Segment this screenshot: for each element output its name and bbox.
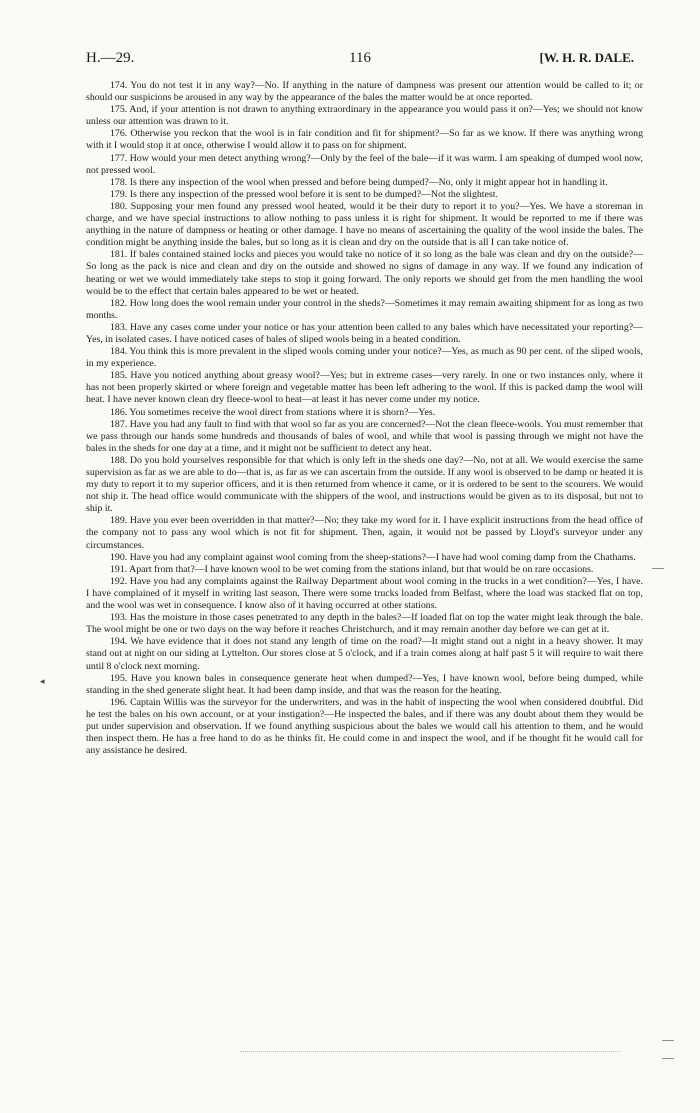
- question-194: 194. We have evidence that it does not stand any length of time on the road?—It might stand out a night in a heavy shower. It may stand out at night on our siding at Lyttelton. Our stores close at 5 o'clock, and if a train comes along at half past 5 it will require to wait there until 8 o'clock next morning.: [86, 636, 643, 672]
- witness-name: [W. H. R. DALE.: [539, 50, 634, 65]
- question-175: 175. And, if your attention is not drawn to anything extraordinary in the appearance you would pass it on?—Yes; we should not know unless our attention was drawn to it.: [86, 104, 643, 128]
- question-181: 181. If bales contained stained locks and pieces you would take no notice of it so long as the bale was clean and dry on the outside?—So long as the pack is nice and clean and dry on the outside and showed no signs of damage in any way. If we found any indication of heating or wet we would immediately take steps to stop it going forward. The only reports we should get from the men handling the wool would be to the effect that certain bales appeared to be wet or heated.: [86, 249, 643, 297]
- question-191: 191. Apart from that?—I have known wool to be wet coming from the stations inland, but that would be on rare occasions.: [110, 563, 594, 575]
- question-182: 182. How long does the wool remain under your control in the sheds?—Sometimes it may remain awaiting shipment for as long as two months.: [86, 297, 643, 321]
- margin-mark: —: [652, 560, 664, 574]
- question-185: 185. Have you noticed anything about greasy wool?—Yes; but in extreme cases—very rarely. In one or two instances only, where it has not been properly skirted or where foreign and vegetable matter has been left adhering to the wool. If this is packed damp the wool will heat. I have never known clean dry fleece-wool to heat—at least it has never come under my notice.: [86, 370, 643, 406]
- question-192: 192. Have you had any complaints against the Railway Department about wool coming in the trucks in a wet condition?—Yes, I have. I have complained of it myself in writing last season. There were some trucks loaded from Belfast, where the load was stacked flat on top, and the wool was wet in consequence. I know also of it having occurred at other stations.: [86, 575, 643, 612]
- question-178: 178. Is there any inspection of the wool when pressed and before being dumped?—No, only it might appear hot in handling it.: [110, 176, 608, 188]
- question-183: 183. Have any cases come under your notice or has your attention been called to any bales which have necessitated your reporting?—Yes, in isolated cases. I have noticed cases of bales of sliped wools being in a heated condition.: [86, 321, 643, 345]
- question-193: 193. Has the moisture in those cases penetrated to any depth in the bales?—If loaded flat on top the water might leak through the bale. The wool might be one or two days on the way before it reaches Christchurch, and it may remain another day before we can get at it.: [86, 612, 643, 636]
- question-186: 186. You sometimes receive the wool direct from stations where it is shorn?—Yes.: [110, 406, 436, 418]
- question-189: 189. Have you ever been overridden in that matter?—No; they take my word for it. I have explicit instructions from the head office of the company not to pass any wool which is not fit for shipment. Then, again, it would not be passed by Lloyd's surveyor under any circumstances.: [86, 515, 643, 551]
- question-179: 179. Is there any inspection of the pressed wool before it is sent to be dumped?—Not the slightest.: [110, 188, 498, 200]
- margin-mark: —: [662, 1050, 674, 1064]
- question-184: 184. You think this is more prevalent in the sliped wools coming under your notice?—Yes, as much as 90 per cent. of the sliped wools, in my experience.: [86, 346, 643, 370]
- question-190: 190. Have you had any complaint against wool coming from the sheep-stations?—I have had wool coming damp from the Chathams.: [110, 551, 636, 563]
- question-180: 180. Supposing your men found any pressed wool heated, would it be their duty to report it to you?—Yes. We have a storeman in charge, and we have special instructions to allow nothing to pass unless it is right for shipment. It would be reported to me if there was anything in the nature of dampness or heating or other damage. I have no means of ascertaining the quality of the wool inside the bales. The condition might be anything inside the bales, but so long as it is clean and dry on the outside that is all I can take notice of.: [86, 200, 643, 249]
- document-reference: H.—29.: [86, 50, 135, 66]
- question-187: 187. Have you had any fault to find with that wool so far as you are concerned?—Not the clean fleece-wools. You must remember that we pass through our hands some hundreds and thousands of bales of wool, and while that wool is passing through we might not have the bales in the sheds for one day at a time, and it might not be sufficient to detect any heat.: [86, 418, 643, 454]
- question-176: 176. Otherwise you reckon that the wool is in fair condition and fit for shipment?—So far as we know. If there was anything wrong with it I would stop it at once, otherwise I would allow it to pass on for shipment.: [86, 128, 643, 152]
- question-174: 174. You do not test it in any way?—No. If anything in the nature of dampness was present our attention would be called to it; or should our suspicions be aroused in any way by the appearance of the bales the matter would be at once reported.: [86, 80, 643, 104]
- page-number: 116: [349, 50, 371, 66]
- margin-mark: —: [662, 1032, 674, 1046]
- page-header: [86, 50, 634, 70]
- page-footer-rule: [240, 1051, 620, 1052]
- question-177: 177. How would your men detect anything wrong?—Only by the feel of the bale—if it was warm. I am speaking of dumped wool now, not pressed wool.: [86, 152, 643, 176]
- margin-mark: ◂: [40, 676, 45, 686]
- question-195: 195. Have you known bales in consequence generate heat when dumped?—Yes, I have known wool, before being dumped, while standing in the shed generate slight heat. It had been damp inside, and that was the reason for the heating.: [86, 672, 643, 696]
- question-196: 196. Captain Willis was the surveyor for the underwriters, and was in the habit of inspecting the wool when considered doubtful. Did he test the bales on his own account, or at your instigation?—He inspected the bales, and if there was any doubt about them they would be put under supervision and observation. If we found anything suspicious about the bales we would call his attention to them, and he would then inspect them. He has a free hand to do as he thinks fit. He could come in and inspect the wool, and if he thought fit he would call for any assistance he desired.: [86, 696, 643, 757]
- question-188: 188. Do you hold yourselves responsible for that which is only left in the sheds one day?—No, not at all. We would exercise the same supervision as far as we are able to do—that is, as far as we can ascertain from the outside. If any wool is observed to be damp or heated it is my duty to report it to my superior officers, and it is then returned from whence it came, or it is ordered to be sent to the scourers. We would not ship it. The head office would communicate with the shippers of the wool, and instructions would be given as to its disposal, but not to ship it.: [86, 454, 643, 515]
- testimony-body: [86, 80, 643, 757]
